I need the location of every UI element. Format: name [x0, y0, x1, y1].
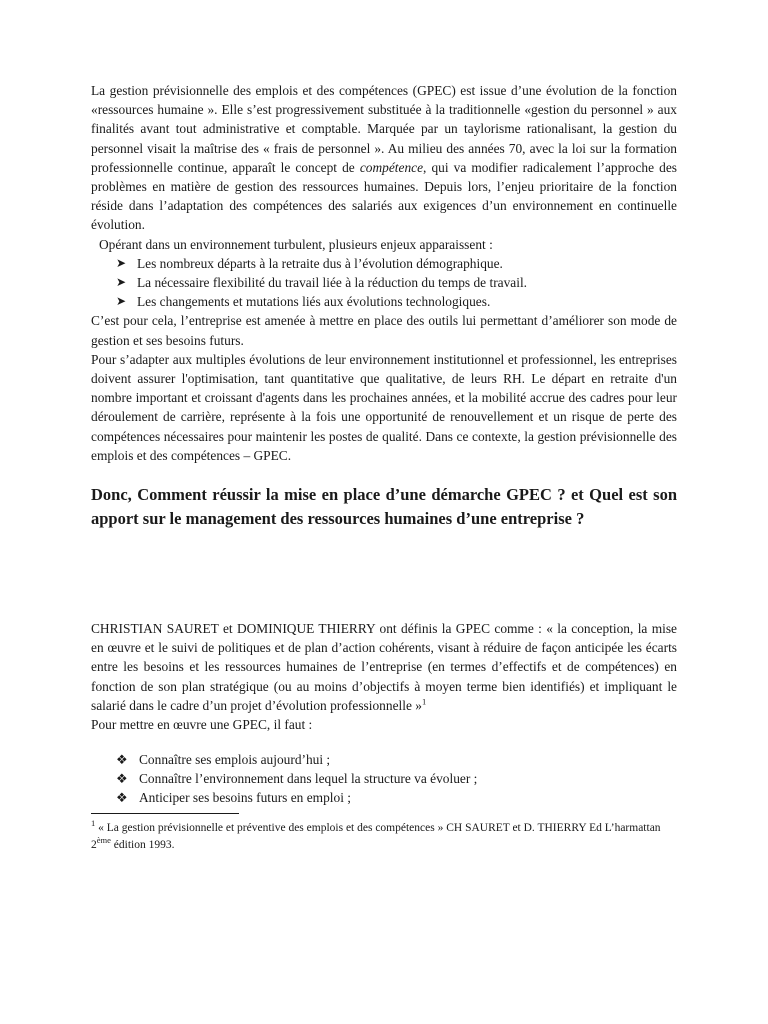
spacer	[91, 531, 677, 619]
problem-question: Donc, Comment réussir la mise en place d’une démarche GPEC ? et Quel est son apport sur le management des ressources humaines d’une entreprise ?	[91, 485, 677, 529]
document-page	[91, 0, 677, 854]
footnote: $^1$ « La gestion prévisionnelle et préventive des emplois et des compétences » CH SAURET et D. THIERRY Ed L’harmattan 2ème édition 1993.	[91, 818, 661, 852]
intro-paragraph	[91, 81, 677, 235]
footnote-reference[interactable]: 1	[421, 696, 427, 707]
definition-paragraph	[91, 619, 677, 715]
arrow-bullet-icon: ➤	[116, 255, 127, 270]
list-item: ➤ La nécessaire flexibilité du travail liée à la réduction du temps de travail.	[116, 273, 677, 292]
list-item: ❖ Anticiper ses besoins futurs en emploi ;	[116, 790, 351, 806]
list-item: ❖ Connaître ses emplois aujourd’hui ;	[116, 752, 331, 768]
list-item: ➤ Les changements et mutations liés aux évolutions technologiques.	[116, 292, 677, 311]
list-item: ❖ Connaître l’environnement dans lequel la structure va évoluer ;	[116, 771, 478, 787]
list-item: ➤ Les nombreux départs à la retraite dus à l’évolution démographique.	[116, 254, 677, 273]
intro-emphasis: compétence	[359, 159, 424, 175]
context-paragraph: C’est pour cela, l’entreprise est amenée à mettre en place des outils lui permettant d’améliorer son mode de gestion et ses besoins futurs.	[91, 313, 677, 348]
steps-lead: Pour mettre en œuvre une GPEC, il faut :	[91, 717, 313, 733]
intro-text-b: , qui va modifier radicalement l’approche des problèmes en matière de gestion des ressources humaines. Depuis lors, l’enjeu prioritaire de la fonction réside dans l’adaptation des compétences des salariés aux exigences d’un environnement en continuelle évolution.	[91, 159, 677, 233]
adaptation-paragraph: Pour s’adapter aux multiples évolutions de leur environnement institutionnel et professionnel, les entreprises doivent assurer l'optimisation, tant quantitative que qualitative, de leurs RH. Le départ en retraite d'un nombre important et croissant d'agents dans les prochaines années, et la mobilité accrue des cadres pour leur déroulement de carrière, représente à la fois une opportunité de renouvellement et un risque de perte des compétences nécessaires pour maintenir les postes de qualité. Dans ce contexte, la gestion prévisionnelle des emplois et des compétences – GPEC.	[91, 351, 677, 463]
intro-text-a: La gestion prévisionnelle des emplois et des compétences (GPEC) est issue d’une évolution de la fonction «ressources humaine ». Elle s’est progressivement substituée à la traditionnelle «gestion du personnel » aux finalités avant tout administrative et comptable. Marquée par un taylorisme rationalisant, la gestion du personnel visait la maîtrise des « frais de personnel ». Au milieu des années 70, avec la loi sur la formation professionnelle continue, apparaît le concept de	[91, 83, 677, 175]
issues-lead: Opérant dans un environnement turbulent, plusieurs enjeux apparaissent :	[99, 236, 493, 252]
top-margin	[91, 0, 677, 81]
diamond-bullet-icon: ❖	[116, 752, 128, 768]
issues-list	[91, 254, 677, 312]
arrow-bullet-icon: ➤	[116, 294, 127, 309]
diamond-bullet-icon: ❖	[116, 790, 128, 806]
spacer	[91, 465, 677, 483]
spacer	[91, 734, 677, 750]
steps-list	[91, 750, 677, 807]
footnote-number: 1	[91, 818, 96, 829]
diamond-bullet-icon: ❖	[116, 771, 128, 787]
footnote-divider	[91, 813, 239, 814]
arrow-bullet-icon: ➤	[116, 275, 127, 290]
definition-text: CHRISTIAN SAURET et DOMINIQUE THIERRY ont définis la GPEC comme : « la conception, la mise en œuvre et le suivi de politiques et de plan d’action cohérents, visant à réduire de façon anticipée les écarts entre les besoins et les ressources humaines de l’entreprise (en termes d’effectifs et de compétences) en fonction de son plan stratégique (ou au moins d’objectifs à moyen terme bien identifiés) et impliquant le salarié dans le cadre d’un projet d’évolution professionnelle »	[91, 621, 677, 713]
